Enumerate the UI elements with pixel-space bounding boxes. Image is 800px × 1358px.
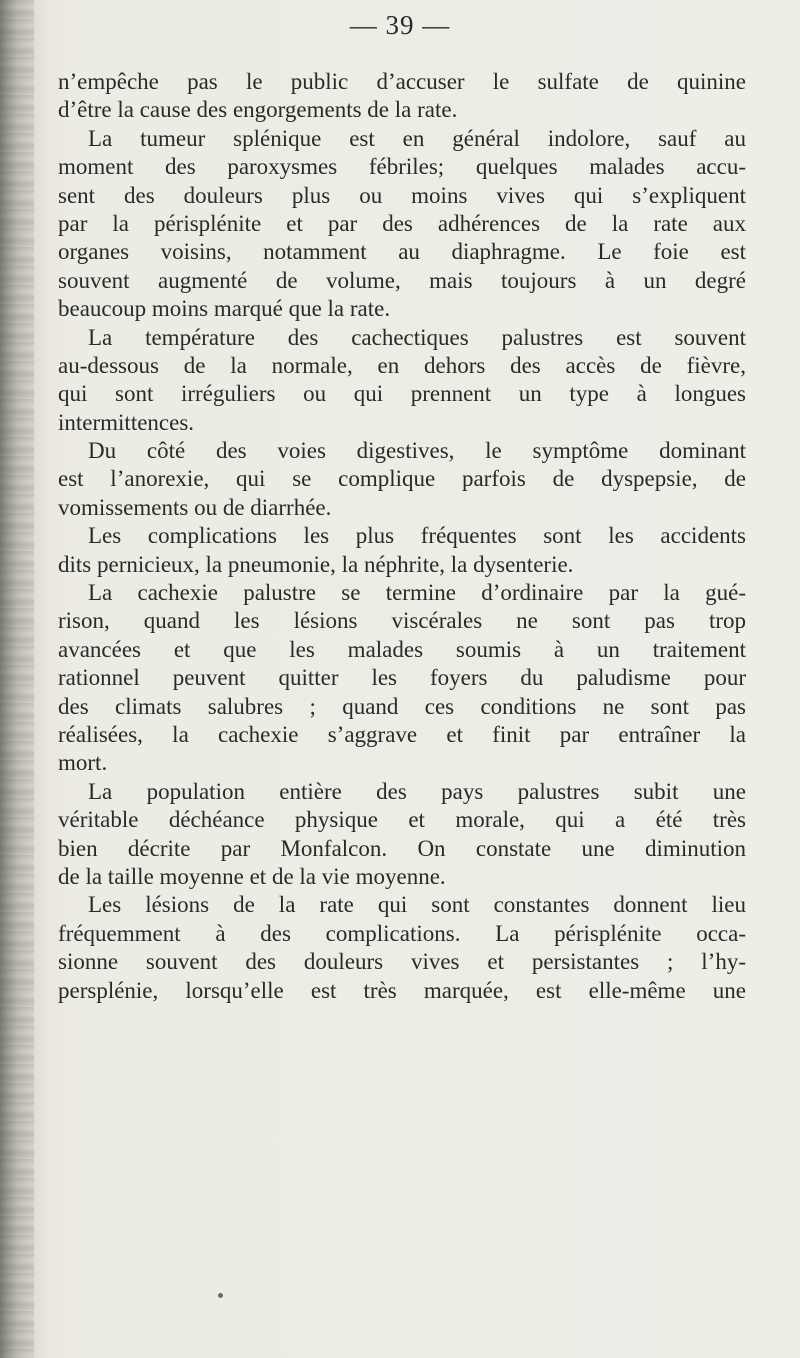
text-line: vomissements ou de diarrhée. — [58, 494, 332, 520]
text-line: La température des cachectiques palustres est souvent — [88, 324, 746, 350]
text-line: persplénie, lorsqu’elle est très marquée, est elle-même une — [58, 977, 746, 1003]
text-line: d’être la cause des engorgements de la rate. — [58, 97, 458, 123]
text-line: rison, quand les lésions viscérales ne sont pas trop — [58, 608, 746, 634]
text-line: mort. — [58, 750, 108, 776]
text-line: La cachexie palustre se termine d’ordinaire par la gué- — [88, 580, 746, 606]
text-line: Les complications les plus fréquentes sont les accidents — [88, 523, 746, 549]
text-line: réalisées, la cachexie s’aggrave et finit par entraîner la — [58, 721, 746, 747]
text-line: Les lésions de la rate qui sont constantes donnent lieu — [88, 892, 746, 918]
text-line: Du côté des voies digestives, le symptôme dominant — [88, 438, 746, 464]
text-line: est l’anorexie, qui se complique parfois de dyspepsie, de — [58, 466, 746, 492]
text-line: dits pernicieux, la pneumonie, la néphrite, la dysenterie. — [58, 551, 574, 577]
text-line: de la taille moyenne et de la vie moyenne. — [58, 863, 446, 889]
ink-speck — [218, 1293, 223, 1298]
text-line: organes voisins, notamment au diaphragme. Le foie est — [58, 239, 746, 265]
body-text — [58, 68, 746, 1005]
text-line: moment des paroxysmes fébriles; quelques malades accu- — [58, 154, 746, 180]
text-line: n’empêche pas le public d’accuser le sulfate de quinine — [58, 69, 746, 94]
text-line: qui sont irréguliers ou qui prennent un type à longues — [58, 381, 746, 407]
text-line: souvent augmenté de volume, mais toujours à un degré — [58, 267, 746, 293]
text-line: sent des douleurs plus ou moins vives qui s’expliquent — [58, 182, 746, 208]
text-line: rationnel peuvent quitter les foyers du paludisme pour — [58, 665, 746, 691]
text-line: par la périsplénite et par des adhérences de la rate aux — [58, 210, 746, 236]
page-edge-stain — [0, 0, 34, 1358]
text-line: intermittences. — [58, 409, 195, 435]
text-line: La population entière des pays palustres subit une — [88, 778, 746, 804]
text-line: avancées et que les malades soumis à un traitement — [58, 636, 746, 662]
text-line: véritable déchéance physique et morale, qui a été très — [58, 807, 746, 833]
text-line: fréquemment à des complications. La périsplénite occa- — [58, 920, 746, 946]
page-number: — 39 — — [349, 10, 451, 40]
text-line: beaucoup moins marqué que la rate. — [58, 296, 391, 322]
text-line: sionne souvent des douleurs vives et persistantes ; l’hy- — [58, 949, 746, 975]
text-line: bien décrite par Monfalcon. On constate une diminution — [58, 835, 746, 861]
text-line: des climats salubres ; quand ces conditions ne sont pas — [58, 693, 746, 719]
text-line: La tumeur splénique est en général indolore, sauf au — [88, 125, 746, 151]
text-line: au-dessous de la normale, en dehors des accès de fièvre, — [58, 352, 746, 378]
